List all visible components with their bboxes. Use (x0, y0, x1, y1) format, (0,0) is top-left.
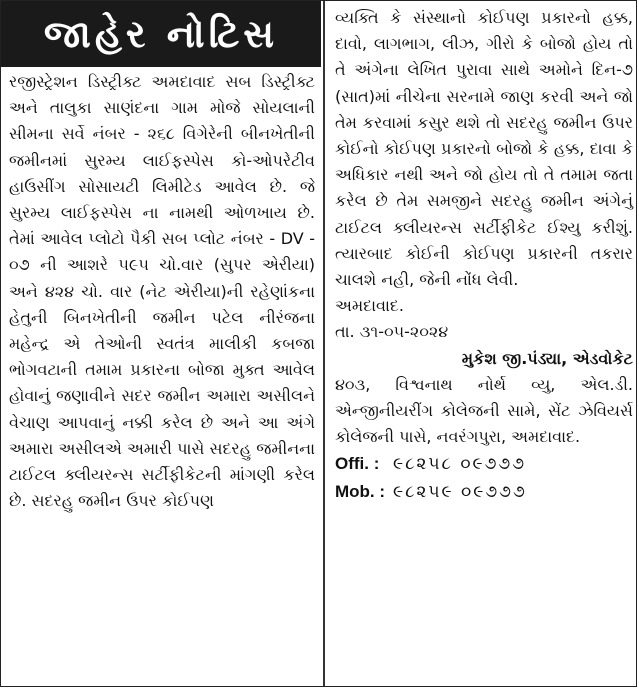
right-column (335, 5, 633, 506)
mobile-number: ૯૮૨૫૯ ૦૯૭૭૭ (393, 482, 527, 503)
office-number: ૯૮૨૫૮ ૦૯૭૭૭ (393, 454, 527, 475)
advocate-name: મુકેશ જી.પંડ્યા, એડવોકેટ (461, 348, 633, 368)
notice-body-right: વ્યક્તિ કે સંસ્થાનો કોઈપણ પ્રકારનો હક્ક, દાવો, લાગભાગ, લીઝ, ગીરો કે બોજો હોય તો તે અંગેના લેખિત પુરાવા સાથે અમોને દિન-૭ (સાત)માં નીચેના સરનામે જાણ કરવી અને જો તેમ કરવામાં કસુર થશે તો સદરહુ જમીન ઉપર કોઈનો કોઈપણ પ્રકારનો બોજો કે હક્ક, દાવા કે અધિકાર નથી અને જો હોય તો તે તમામ જતા કરેલ છે તેમ સમજીને સદરહુ જમીન અંગેનું ટાઈટલ ક્લીયરન્સ સર્ટીફીકેટ ઈશ્યુ કરીશું. ત્યારબાદ કોઈની કોઈપણ પ્રકારની તકરાર ચાલશે નહી, જેની નોંધ લેવી. (335, 8, 633, 290)
mobile-contact (335, 478, 633, 506)
left-column (9, 69, 315, 514)
office-contact (335, 450, 633, 478)
notice-title: જાહેર નોટિસ (1, 1, 321, 67)
notice-body-left: રજીસ્ટ્રેશન ડિસ્ટ્રીક્ટ અમદાવાદ સબ ડિસ્ટ્રીક્ટ અને તાલુકા સાણંદના ગામ મોજે સોયલાની સીમના સર્વે નંબર - ૨૬૮ વિગેરેની બીનખેતીની જમીનમાં સુરમ્ય લાઈફસ્પેસ કો-ઓપરેટીવ હાઉસીંગ સોસાયટી લિમીટેડ આવેલ છે. જે સુરમ્ય લાઈફસ્પેસ ના નામથી ઓળખાય છે. તેમાં આવેલ પ્લોટો પૈકી સબ પ્લોટ નંબર - DV - ૦૭ ની આશરે ૫૯૫ ચો.વાર (સુપર એરીયા) અને ૪૨૪ ચો. વાર (નેટ એરીયા)ની રહેણાંકના હેતુની બિનખેતીની જમીન પટેલ નીરંજના મહેન્દ્ર એ તેઓની સ્વતંત્ર માલીકી કબજા ભોગવટાની તમામ પ્રકારના બોજા મુક્ત આવેલ હોવાનું જણાવીને સદર જમીન અમારા અસીલને વેચાણ આપવાનું નક્કી કરેલ છે અને આ અંગે અમારા અસીલએ અમારી પાસે સદરહુ જમીનના ટાઈટલ ક્લીયરન્સ સર્ટીફીકેટની માંગણી કરેલ છે. સદરહુ જમીન ઉપર કોઈપણ (9, 72, 315, 511)
mobile-label: Mob. : (335, 482, 386, 502)
office-label: Offi. : (335, 454, 380, 474)
notice-place: અમદાવાદ. (335, 296, 404, 316)
column-divider (323, 1, 325, 686)
notice-date: તા. ૩૧-૦૫-૨૦૨૪ (335, 322, 449, 342)
advocate-address: ૪૦૩, વિશ્વનાથ નોર્થ વ્યુ, એલ.ડી. એન્જીનીયરીંગ કોલેજની સામે, સેંટ ઝેવિયર્સ કોલેજની પાસે, નવરંગપુરા, અમદાવાદ. (335, 374, 633, 447)
